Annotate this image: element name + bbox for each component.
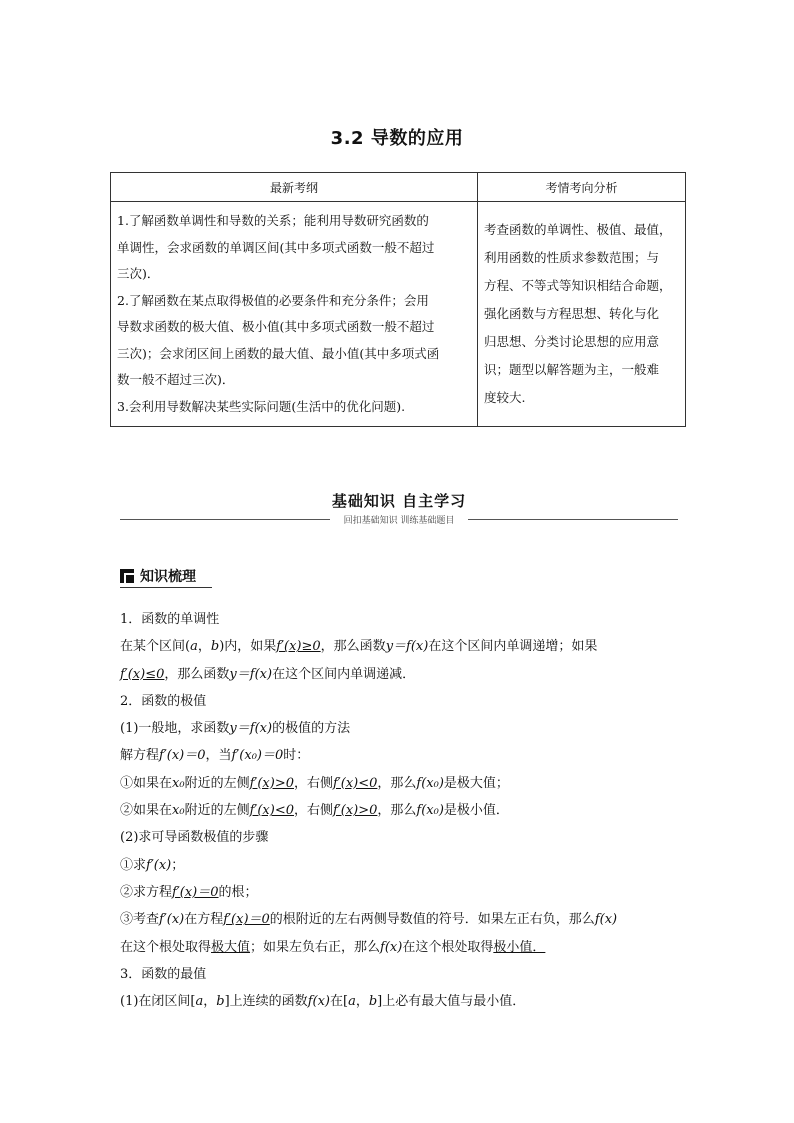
syllabus-table (110, 172, 686, 427)
col-header-syllabus: 最新考纲 (111, 173, 478, 202)
subsection-underline (120, 587, 212, 588)
syllabus-line: 2.了解函数在某点取得极值的必要条件和充分条件；会用 (117, 292, 429, 308)
paragraph: ③考查f′(x)在方程f′(x)＝0的根附近的左右两侧导数值的符号．如果左正右负，那么f(x) (120, 912, 618, 928)
syllabus-line: 三次)；会求闭区间上函数的最大值、最小值(其中多项式函 (117, 345, 440, 361)
paragraph: 在这个根处取得极大值；如果左负右正，那么f(x)在这个根处取得极小值． (120, 939, 546, 955)
syllabus-line: 单调性，会求函数的单调区间(其中多项式函数一般不超过 (117, 239, 435, 255)
paragraph: (1)在闭区间[a，b]上连续的函数f(x)在[a，b]上必有最大值与最小值． (120, 994, 526, 1010)
col-header-analysis: 考情考向分析 (478, 173, 686, 202)
syllabus-line: 1.了解函数单调性和导数的关系；能利用导数研究函数的 (117, 213, 429, 228)
subsection-label: 知识梳理 (140, 569, 196, 585)
section-marker-icon (120, 569, 134, 583)
formula: y＝f(x) (229, 666, 273, 682)
table-header-row (111, 173, 686, 202)
analysis-line: 识；题型以解答题为主，一般难 (484, 362, 660, 377)
analysis-cell (478, 202, 686, 427)
syllabus-line: 导数求函数的极大值、极小值(其中多项式函数一般不超过 (117, 319, 435, 334)
heading-monotonicity: 1．函数的单调性 (120, 612, 220, 627)
section-band-subtitle (120, 513, 678, 526)
band-subtitle-text: 回扣基础知识 训练基础题目 (338, 516, 461, 526)
formula: y＝f(x) (385, 639, 429, 655)
paragraph: (1)一般地，求函数y＝f(x)的极值的方法 (120, 721, 351, 737)
syllabus-line: 3.会利用导数解决某些实际问题(生活中的优化问题). (117, 398, 406, 414)
paragraph: ②求方程f′(x)＝0的根； (120, 884, 258, 900)
content-body (120, 606, 680, 1015)
syllabus-line: 数一般不超过三次)． (117, 372, 235, 387)
analysis-line: 度较大. (484, 390, 526, 405)
analysis-line: 考查函数的单调性、极值、最值， (484, 222, 672, 237)
formula: f′(x)≥0 (276, 639, 321, 655)
paragraph: ②如果在x₀附近的左侧f′(x)<0，右侧f′(x)>0，那么f(x₀)是极小值． (120, 803, 509, 819)
subsection-heading (120, 566, 196, 586)
paragraph: ①如果在x₀附近的左侧f′(x)>0，右侧f′(x)<0，那么f(x₀)是极大值； (120, 775, 509, 791)
section-band-title: 基础知识 自主学习 (331, 492, 467, 510)
formula: f′(x)≤0 (120, 666, 165, 682)
paragraph: ①求f′(x)； (120, 857, 185, 873)
table-row (111, 202, 686, 427)
paragraph: (2)求可导函数极值的步骤 (120, 830, 269, 846)
heading-maxmin: 3．函数的最值 (120, 966, 207, 982)
syllabus-cell (111, 202, 478, 427)
analysis-line: 利用函数的性质求参数范围；与 (484, 250, 660, 265)
paragraph: f′(x)≤0，那么函数y＝f(x)在这个区间内单调递减． (120, 666, 416, 682)
syllabus-line: 三次)． (117, 266, 160, 281)
analysis-line: 方程、不等式等知识相结合命题， (484, 278, 672, 293)
analysis-line: 强化函数与方程思想、转化与化 (484, 306, 660, 321)
page-title: 3.2 导数的应用 (330, 128, 464, 149)
paragraph: 在某个区间(a，b)内，如果f′(x)≥0，那么函数y＝f(x)在这个区间内单调递增；如果 (120, 639, 598, 655)
heading-extrema: 2．函数的极值 (120, 693, 207, 709)
paragraph: 解方程f′(x)＝0，当f′(x₀)＝0时： (120, 748, 310, 764)
analysis-line: 归思想、分类讨论思想的应用意 (484, 334, 660, 349)
